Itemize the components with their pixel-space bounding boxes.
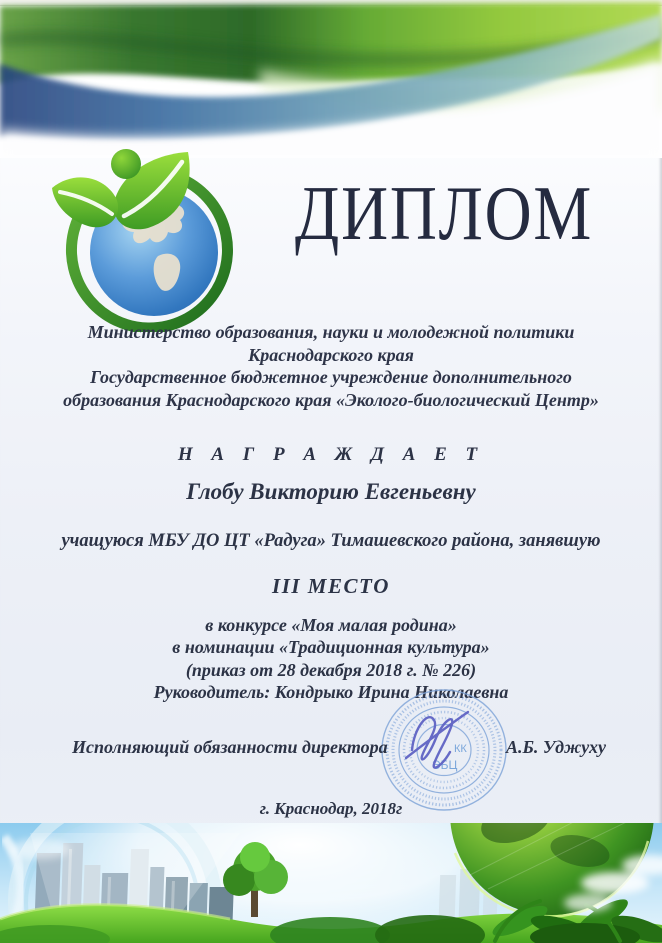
organization-line: Краснодарского края: [248, 344, 414, 365]
competition-nomination: в номинации «Традиционная культура»: [172, 637, 490, 658]
stamp-text-kk: КК: [454, 743, 467, 755]
signature-row: [72, 737, 606, 758]
footer-eco-city-photo: [0, 823, 662, 943]
awards-heading: Н А Г Р А Ж Д А Е Т: [177, 444, 485, 465]
organization-block: [0, 321, 662, 411]
competition-order: (приказ от 28 декабря 2018 г. № 226): [185, 659, 477, 680]
stamp-text-ebc: ЭБЦ: [432, 758, 458, 772]
competition-contest: в конкурсе «Моя малая родина»: [205, 615, 457, 635]
place-date-note: г. Краснодар, 2018г: [259, 799, 403, 818]
signatory-role: Исполняющий обязанности директора: [72, 737, 388, 757]
signatory-name: А.Б. Уджуху: [505, 737, 606, 757]
eco-globe-leaves-icon: [36, 140, 234, 332]
recipient-details: учащуюся МБУ ДО ЦТ «Радуга» Тимашевского района, занявшую: [61, 531, 601, 551]
header-swoosh-graphic: [0, 0, 662, 158]
place-awarded: III МЕСТО: [272, 574, 390, 598]
recipient-name: Глобу Викторию Евгеньевну: [186, 479, 476, 504]
organization-line: образования Краснодарского края «Эколого-биологический Центр»: [63, 389, 599, 410]
competition-block: [0, 614, 662, 704]
organization-line: Министерство образования, науки и молодежной политики: [87, 322, 575, 342]
diploma-title: ДИПЛОМ: [294, 170, 594, 257]
organization-line: Государственное бюджетное учреждение дополнительного: [90, 367, 572, 387]
competition-supervisor: Руководитель: Кондрыко Ирина Николаевна: [153, 682, 509, 703]
